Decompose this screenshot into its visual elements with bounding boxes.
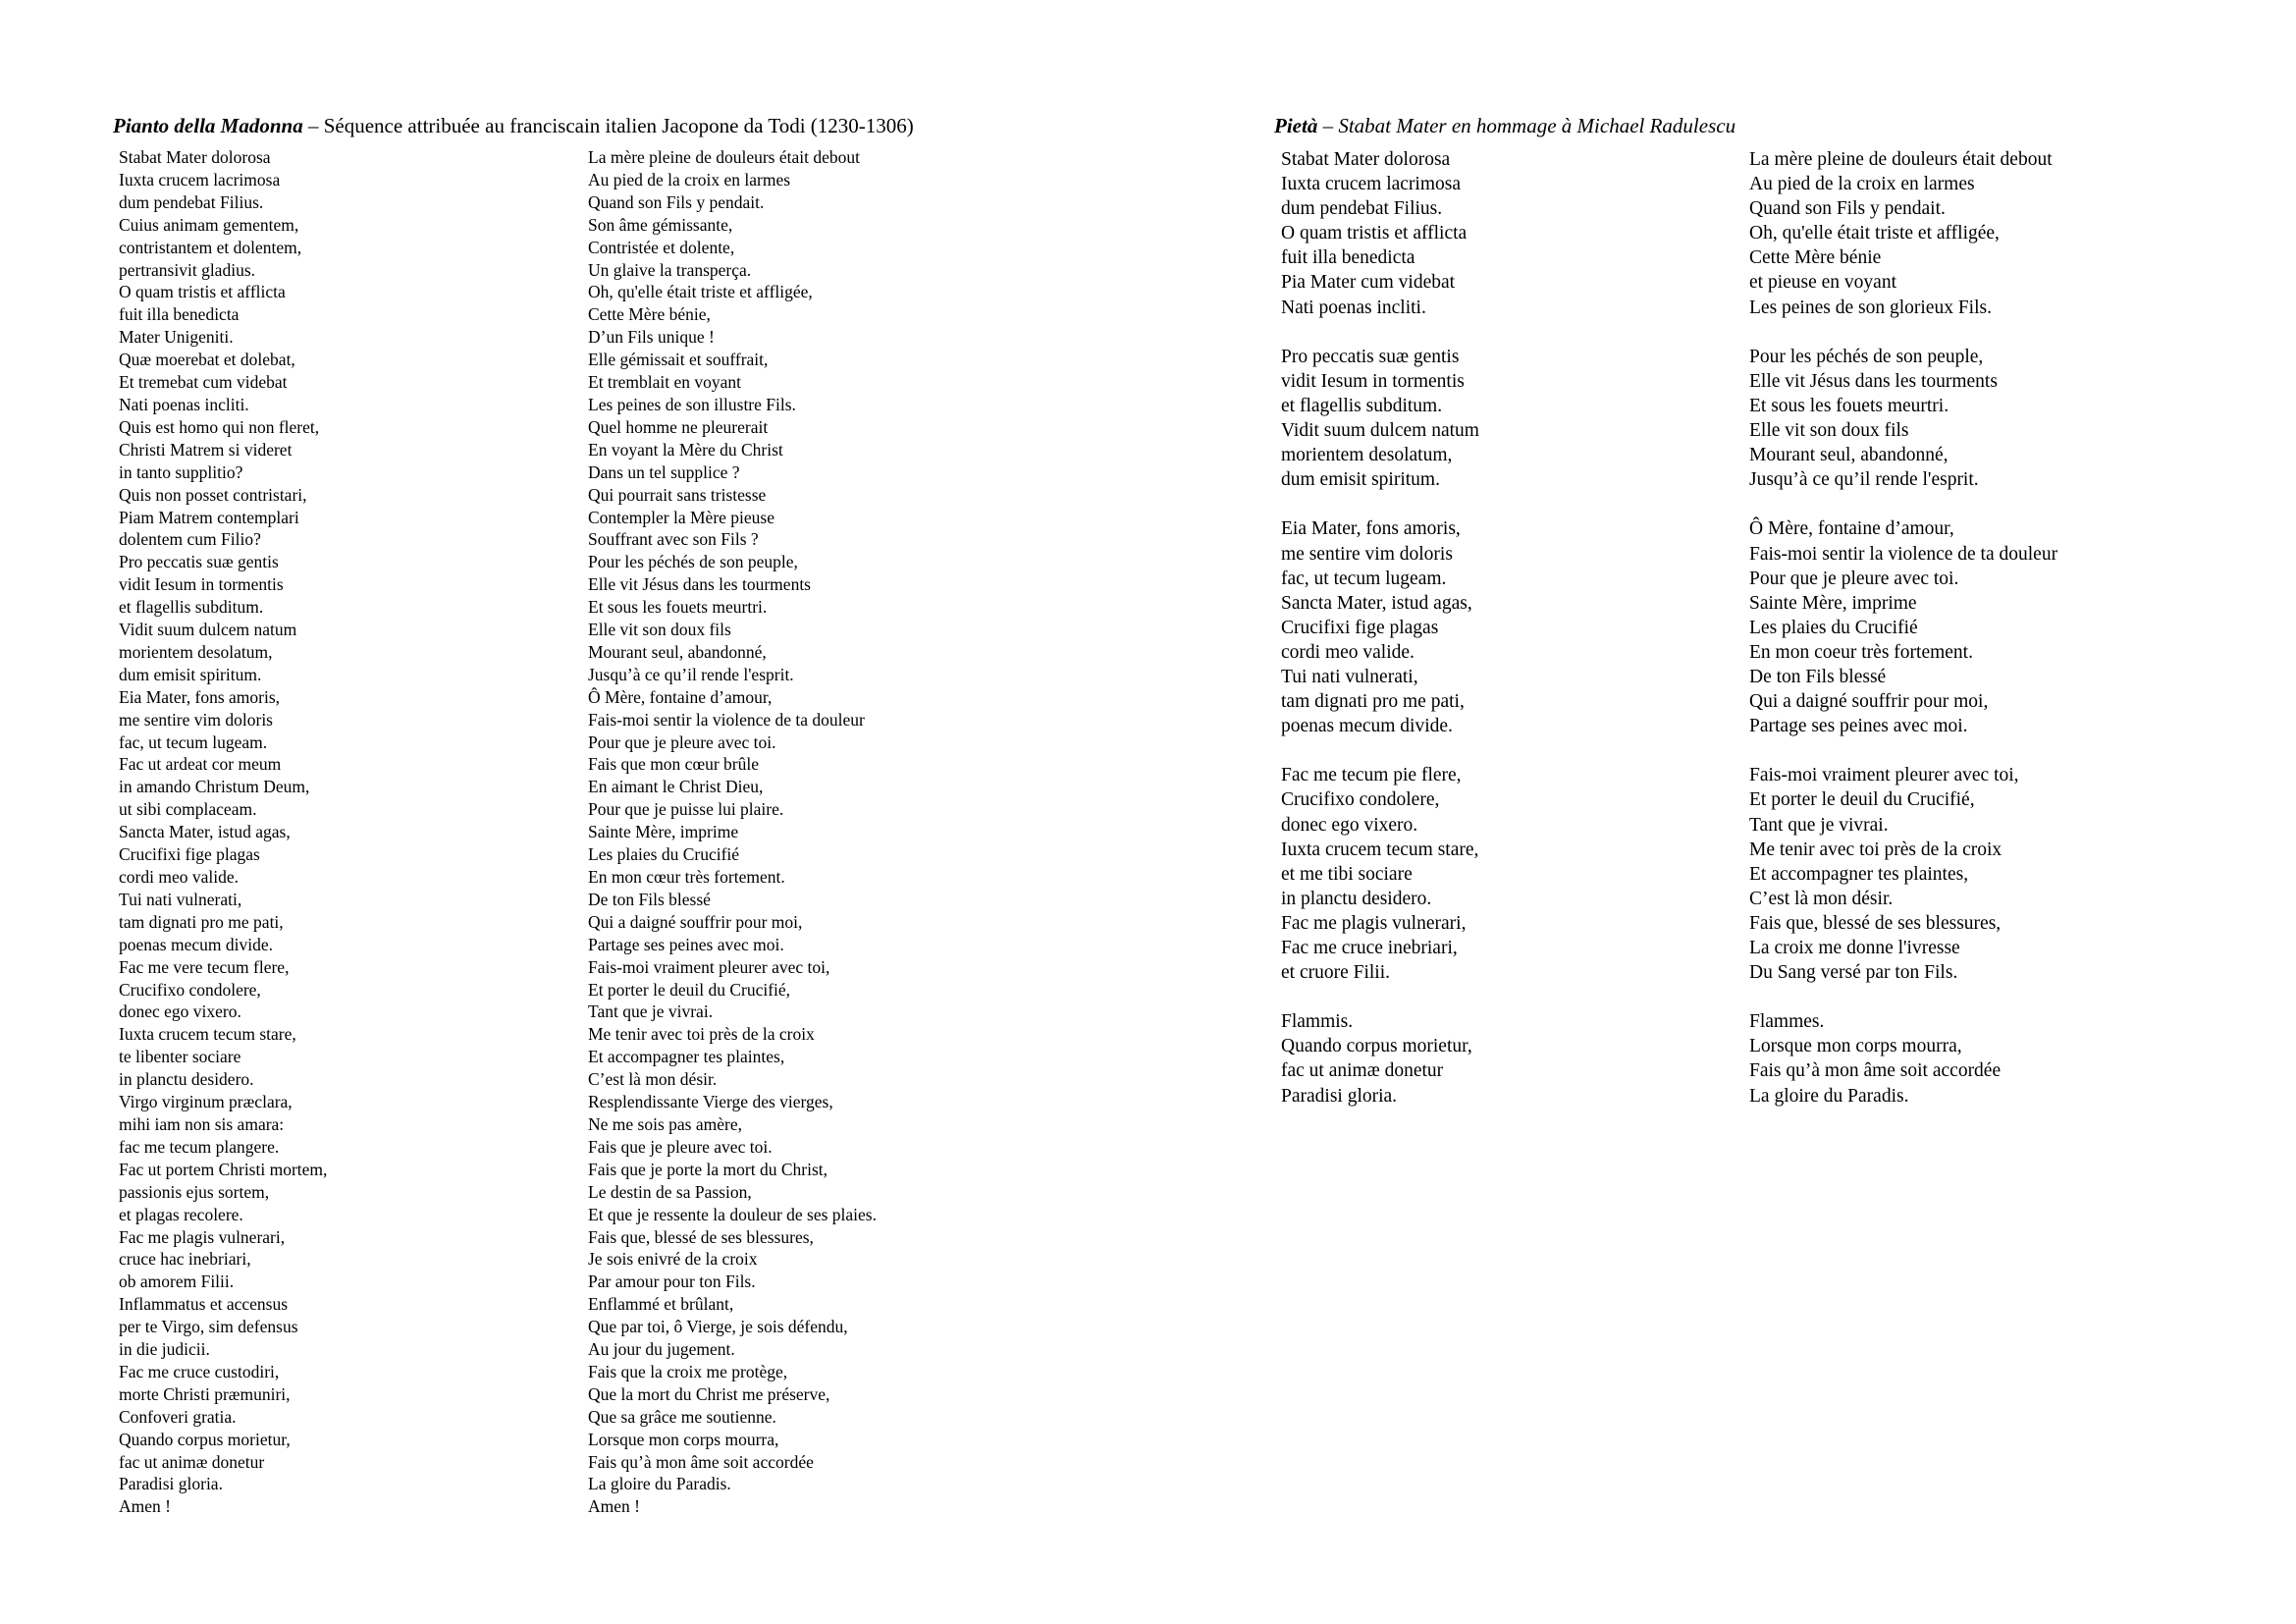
verse-line: Fac me vere tecum flere,: [119, 956, 290, 977]
verse-line: in tanto supplitio?: [119, 461, 243, 482]
verse-line: te libenter sociare: [119, 1047, 241, 1067]
verse-line: En mon coeur très fortement.: [1749, 641, 1973, 663]
verse-line: Son âme gémissante,: [588, 214, 733, 235]
verse-line: Lorsque mon corps mourra,: [1749, 1036, 1962, 1057]
verse-line: Iuxta crucem lacrimosa: [1281, 174, 1461, 195]
verse-line: dum pendebat Filius.: [119, 191, 264, 212]
stanza-break: [1281, 738, 1479, 763]
verse-line: O quam tristis et afflicta: [1281, 223, 1468, 244]
verse-line: in planctu desidero.: [1281, 888, 1432, 909]
verse-line: Et accompagner tes plaintes,: [1749, 863, 1969, 885]
verse-line: Quæ moerebat et dolebat,: [119, 350, 295, 370]
verse-line: Sancta Mater, istud agas,: [119, 822, 291, 842]
verse-line: C’est là mon désir.: [1749, 888, 1894, 909]
verse-line: et plagas recolere.: [119, 1204, 243, 1224]
verse-line: Piam Matrem contemplari: [119, 507, 299, 527]
verse-line: Quis non posset contristari,: [119, 484, 307, 505]
verse-line: vidit Iesum in tormentis: [1281, 370, 1465, 392]
verse-line: Du Sang versé par ton Fils.: [1749, 962, 1958, 984]
verse-line: Enflammé et brûlant,: [588, 1294, 734, 1315]
verse-line: Partage ses peines avec moi.: [1749, 716, 1968, 737]
verse-line: Tui nati vulnerati,: [1281, 666, 1418, 687]
verse-line: Tui nati vulnerati,: [119, 889, 242, 909]
verse-line: Le destin de sa Passion,: [588, 1181, 752, 1202]
verse-line: Resplendissante Vierge des vierges,: [588, 1092, 833, 1112]
verse-line: Flammes.: [1749, 1011, 1825, 1033]
verse-line: Jusqu’à ce qu’il rende l'esprit.: [1749, 469, 1979, 491]
verse-line: Que la mort du Christ me préserve,: [588, 1383, 830, 1404]
verse-line: Pro peccatis suæ gentis: [119, 552, 279, 572]
verse-line: Que sa grâce me soutienne.: [588, 1406, 776, 1427]
verse-line: Fais-moi sentir la violence de ta douleur: [1749, 543, 2058, 565]
verse-line: En aimant le Christ Dieu,: [588, 777, 764, 797]
verse-line: Stabat Mater dolorosa: [1281, 149, 1451, 170]
stanza-break: [1749, 320, 2057, 345]
verse-line: Fais que la croix me protège,: [588, 1361, 788, 1381]
verse-line: Et sous les fouets meurtri.: [1749, 395, 1949, 416]
verse-line: Les peines de son glorieux Fils.: [1749, 297, 1992, 318]
verse-line: cruce hac inebriari,: [119, 1249, 251, 1270]
verse-line: Ne me sois pas amère,: [588, 1113, 742, 1134]
verse-line: Inflammatus et accensus: [119, 1294, 289, 1315]
verse-line: Contempler la Mère pieuse: [588, 507, 775, 527]
verse-line: Et porter le deuil du Crucifié,: [588, 979, 791, 1000]
verse-line: Partage ses peines avec moi.: [588, 934, 784, 954]
verse-line: Par amour pour ton Fils.: [588, 1272, 756, 1292]
verse-line: Amen !: [119, 1496, 171, 1517]
verse-line: Au pied de la croix en larmes: [588, 169, 791, 189]
verse-line: Qui a daigné souffrir pour moi,: [588, 911, 803, 932]
verse-line: fac, ut tecum lugeam.: [1281, 568, 1447, 589]
verse-line: in amando Christum Deum,: [119, 777, 310, 797]
verse-line: Fac me plagis vulnerari,: [119, 1226, 286, 1247]
verse-line: Et accompagner tes plaintes,: [588, 1047, 785, 1067]
verse-line: et cruore Filii.: [1281, 962, 1391, 984]
verse-line: Ô Mère, fontaine d’amour,: [1749, 518, 1954, 540]
verse-line: En voyant la Mère du Christ: [588, 439, 783, 460]
verse-line: Et tremebat cum videbat: [119, 372, 288, 393]
verse-line: Fais-moi sentir la violence de ta douleur: [588, 709, 865, 730]
verse-line: Fac me cruce custodiri,: [119, 1361, 280, 1381]
verse-line: Sainte Mère, imprime: [588, 822, 739, 842]
verse-line: Que par toi, ô Vierge, je sois défendu,: [588, 1317, 848, 1337]
verse-line: me sentire vim doloris: [1281, 543, 1453, 565]
verse-line: et me tibi sociare: [1281, 863, 1413, 885]
verse-line: Crucifixo condolere,: [1281, 789, 1440, 811]
verse-line: Les plaies du Crucifié: [1749, 617, 1918, 638]
verse-line: Me tenir avec toi près de la croix: [588, 1024, 815, 1045]
verse-line: Amen !: [588, 1496, 640, 1517]
verse-line: Nati poenas incliti.: [1281, 297, 1426, 318]
verse-line: Crucifixi fige plagas: [119, 844, 260, 865]
verse-line: Fac me tecum pie flere,: [1281, 765, 1462, 786]
verse-line: Les peines de son illustre Fils.: [588, 394, 796, 414]
stanza-break: [1749, 985, 2057, 1009]
verse-line: La croix me donne l'ivresse: [1749, 938, 1960, 958]
stanza-break: [1281, 985, 1479, 1009]
verse-line: Cette Mère bénie: [1749, 247, 1882, 269]
right-heading-title: Pietà: [1274, 114, 1318, 137]
verse-line: Fais qu’à mon âme soit accordée: [588, 1451, 814, 1472]
verse-line: Virgo virginum præclara,: [119, 1092, 293, 1112]
left-french-column: [588, 146, 877, 1518]
verse-line: ut sibi complaceam.: [119, 799, 257, 820]
left-heading-subtitle: – Séquence attribuée au franciscain italien Jacopone da Todi (1230-1306): [302, 114, 914, 137]
verse-line: Fais qu’à mon âme soit accordée: [1749, 1060, 2002, 1082]
verse-line: De ton Fils blessé: [588, 889, 711, 909]
verse-line: vidit Iesum in tormentis: [119, 574, 284, 595]
verse-line: Elle vit son doux fils: [1749, 420, 1909, 442]
verse-line: Elle vit Jésus dans les tourments: [588, 574, 811, 595]
verse-line: fac, ut tecum lugeam.: [119, 731, 268, 752]
verse-line: fac me tecum plangere.: [119, 1136, 280, 1157]
verse-line: Crucifixo condolere,: [119, 979, 261, 1000]
verse-line: morte Christi præmuniri,: [119, 1383, 291, 1404]
verse-line: et pieuse en voyant: [1749, 272, 1896, 294]
verse-line: Eia Mater, fons amoris,: [1281, 518, 1461, 540]
verse-line: C’est là mon désir.: [588, 1069, 718, 1090]
verse-line: morientem desolatum,: [1281, 445, 1453, 466]
verse-line: Fac ut ardeat cor meum: [119, 754, 282, 775]
verse-line: in die judicii.: [119, 1339, 210, 1360]
verse-line: Quando corpus morietur,: [119, 1429, 291, 1449]
verse-line: mihi iam non sis amara:: [119, 1113, 285, 1134]
verse-line: Et tremblait en voyant: [588, 372, 741, 393]
verse-line: Oh, qu'elle était triste et affligée,: [1749, 223, 2000, 244]
verse-line: Flammis.: [1281, 1011, 1354, 1033]
verse-line: Pour les péchés de son peuple,: [588, 552, 798, 572]
verse-line: fuit illa benedicta: [119, 304, 240, 325]
verse-line: donec ego vixero.: [1281, 814, 1418, 836]
verse-line: Lorsque mon corps mourra,: [588, 1429, 779, 1449]
stanza-break: [1749, 738, 2057, 763]
stanza-break: [1749, 492, 2057, 516]
verse-line: Tant que je vivrai.: [588, 1001, 714, 1022]
verse-line: Eia Mater, fons amoris,: [119, 686, 281, 707]
verse-line: Fais que mon cœur brûle: [588, 754, 759, 775]
verse-line: fac ut animæ donetur: [1281, 1060, 1444, 1082]
verse-line: Pour que je pleure avec toi.: [1749, 568, 1959, 589]
left-latin-column: [119, 146, 327, 1518]
verse-line: in planctu desidero.: [119, 1069, 254, 1090]
verse-line: fac ut animæ donetur: [119, 1451, 265, 1472]
left-heading-title: Pianto della Madonna: [113, 114, 303, 137]
verse-line: Oh, qu'elle était triste et affligée,: [588, 282, 813, 302]
verse-line: Au jour du jugement.: [588, 1339, 735, 1360]
verse-line: cordi meo valide.: [119, 867, 239, 887]
verse-line: morientem desolatum,: [119, 641, 273, 662]
verse-line: Et porter le deuil du Crucifié,: [1749, 789, 1975, 811]
verse-line: Sainte Mère, imprime: [1749, 592, 1917, 614]
verse-line: Et que je ressente la douleur de ses plaies.: [588, 1204, 877, 1224]
verse-line: per te Virgo, sim defensus: [119, 1317, 298, 1337]
verse-line: cordi meo valide.: [1281, 641, 1415, 663]
verse-line: donec ego vixero.: [119, 1001, 241, 1022]
verse-line: Nati poenas incliti.: [119, 394, 249, 414]
verse-line: poenas mecum divide.: [1281, 716, 1453, 737]
verse-line: dum emisit spiritum.: [1281, 469, 1440, 491]
verse-line: tam dignati pro me pati,: [1281, 691, 1465, 713]
verse-line: Et sous les fouets meurtri.: [588, 597, 768, 618]
verse-line: Vidit suum dulcem natum: [119, 620, 297, 640]
verse-line: dolentem cum Filio?: [119, 529, 261, 550]
verse-line: La gloire du Paradis.: [588, 1474, 731, 1494]
verse-line: Crucifixi fige plagas: [1281, 617, 1439, 638]
verse-line: Fac ut portem Christi mortem,: [119, 1159, 328, 1179]
verse-line: tam dignati pro me pati,: [119, 911, 284, 932]
verse-line: Tant que je vivrai.: [1749, 814, 1889, 836]
verse-line: Vidit suum dulcem natum: [1281, 420, 1479, 442]
verse-line: dum emisit spiritum.: [119, 664, 262, 684]
verse-line: contristantem et dolentem,: [119, 237, 302, 257]
verse-line: Pour que je puisse lui plaire.: [588, 799, 784, 820]
verse-line: Fais que, blessé de ses blessures,: [588, 1226, 814, 1247]
verse-line: Iuxta crucem tecum stare,: [1281, 839, 1479, 860]
verse-line: Je sois enivré de la croix: [588, 1249, 758, 1270]
verse-line: Quand son Fils y pendait.: [588, 191, 765, 212]
verse-line: me sentire vim doloris: [119, 709, 273, 730]
verse-line: Qui pourrait sans tristesse: [588, 484, 767, 505]
verse-line: La mère pleine de douleurs était debout: [1749, 149, 2053, 170]
verse-line: Confoveri gratia.: [119, 1406, 237, 1427]
verse-line: Au pied de la croix en larmes: [1749, 174, 1975, 195]
verse-line: Pia Mater cum videbat: [1281, 272, 1456, 294]
verse-line: Ô Mère, fontaine d’amour,: [588, 686, 773, 707]
verse-line: Fais-moi vraiment pleurer avec toi,: [588, 956, 830, 977]
right-french-column: [1749, 147, 2057, 1109]
verse-line: La mère pleine de douleurs était debout: [588, 147, 860, 167]
verse-line: Mourant seul, abandonné,: [588, 641, 767, 662]
verse-line: Pour les péchés de son peuple,: [1749, 346, 1984, 367]
verse-line: Iuxta crucem tecum stare,: [119, 1024, 296, 1045]
verse-line: Mourant seul, abandonné,: [1749, 445, 1949, 466]
verse-line: Fais que, blessé de ses blessures,: [1749, 912, 2002, 934]
verse-line: Fac me cruce inebriari,: [1281, 938, 1458, 958]
stanza-break: [1281, 492, 1479, 516]
verse-line: Souffrant avec son Fils ?: [588, 529, 759, 550]
verse-line: Iuxta crucem lacrimosa: [119, 169, 281, 189]
verse-line: Dans un tel supplice ?: [588, 461, 740, 482]
verse-line: Qui a daigné souffrir pour moi,: [1749, 691, 1989, 713]
verse-line: O quam tristis et afflicta: [119, 282, 286, 302]
verse-line: D’un Fils unique !: [588, 327, 715, 348]
verse-line: En mon cœur très fortement.: [588, 867, 785, 887]
verse-line: Les plaies du Crucifié: [588, 844, 740, 865]
verse-line: De ton Fils blessé: [1749, 666, 1887, 687]
verse-line: Contristée et dolente,: [588, 237, 735, 257]
verse-line: Fac me plagis vulnerari,: [1281, 912, 1467, 934]
right-heading: [1274, 112, 1735, 139]
verse-line: Fais-moi vraiment pleurer avec toi,: [1749, 765, 2019, 786]
verse-line: Fais que je porte la mort du Christ,: [588, 1159, 828, 1179]
verse-line: Un glaive la transperça.: [588, 259, 752, 280]
verse-line: Stabat Mater dolorosa: [119, 147, 271, 167]
verse-line: Mater Unigeniti.: [119, 327, 234, 348]
verse-line: Me tenir avec toi près de la croix: [1749, 839, 2002, 860]
verse-line: Christi Matrem si videret: [119, 439, 293, 460]
verse-line: fuit illa benedicta: [1281, 247, 1415, 269]
verse-line: poenas mecum divide.: [119, 934, 273, 954]
verse-line: Quis est homo qui non fleret,: [119, 416, 320, 437]
verse-line: passionis ejus sortem,: [119, 1181, 270, 1202]
verse-line: Jusqu’à ce qu’il rende l'esprit.: [588, 664, 794, 684]
verse-line: pertransivit gladius.: [119, 259, 256, 280]
verse-line: Fais que je pleure avec toi.: [588, 1136, 773, 1157]
verse-line: Pro peccatis suæ gentis: [1281, 346, 1460, 367]
verse-line: dum pendebat Filius.: [1281, 198, 1443, 220]
verse-line: et flagellis subditum.: [119, 597, 264, 618]
verse-line: Elle vit Jésus dans les tourments: [1749, 370, 1998, 392]
verse-line: ob amorem Filii.: [119, 1272, 235, 1292]
verse-line: Paradisi gloria.: [119, 1474, 223, 1494]
verse-line: La gloire du Paradis.: [1749, 1085, 1909, 1107]
right-latin-column: [1281, 147, 1479, 1109]
verse-line: Sancta Mater, istud agas,: [1281, 592, 1472, 614]
verse-line: Elle gémissait et souffrait,: [588, 350, 769, 370]
verse-line: Quand son Fils y pendait.: [1749, 198, 1946, 220]
verse-line: Pour que je pleure avec toi.: [588, 731, 776, 752]
verse-line: Quando corpus morietur,: [1281, 1036, 1472, 1057]
verse-line: Elle vit son doux fils: [588, 620, 731, 640]
verse-line: Quel homme ne pleurerait: [588, 416, 769, 437]
stanza-break: [1281, 320, 1479, 345]
verse-line: et flagellis subditum.: [1281, 395, 1443, 416]
verse-line: Cette Mère bénie,: [588, 304, 711, 325]
right-heading-subtitle: – Stabat Mater en hommage à Michael Radulescu: [1317, 114, 1736, 137]
left-heading: [113, 112, 914, 139]
verse-line: Paradisi gloria.: [1281, 1085, 1398, 1107]
verse-line: Cuius animam gementem,: [119, 214, 299, 235]
